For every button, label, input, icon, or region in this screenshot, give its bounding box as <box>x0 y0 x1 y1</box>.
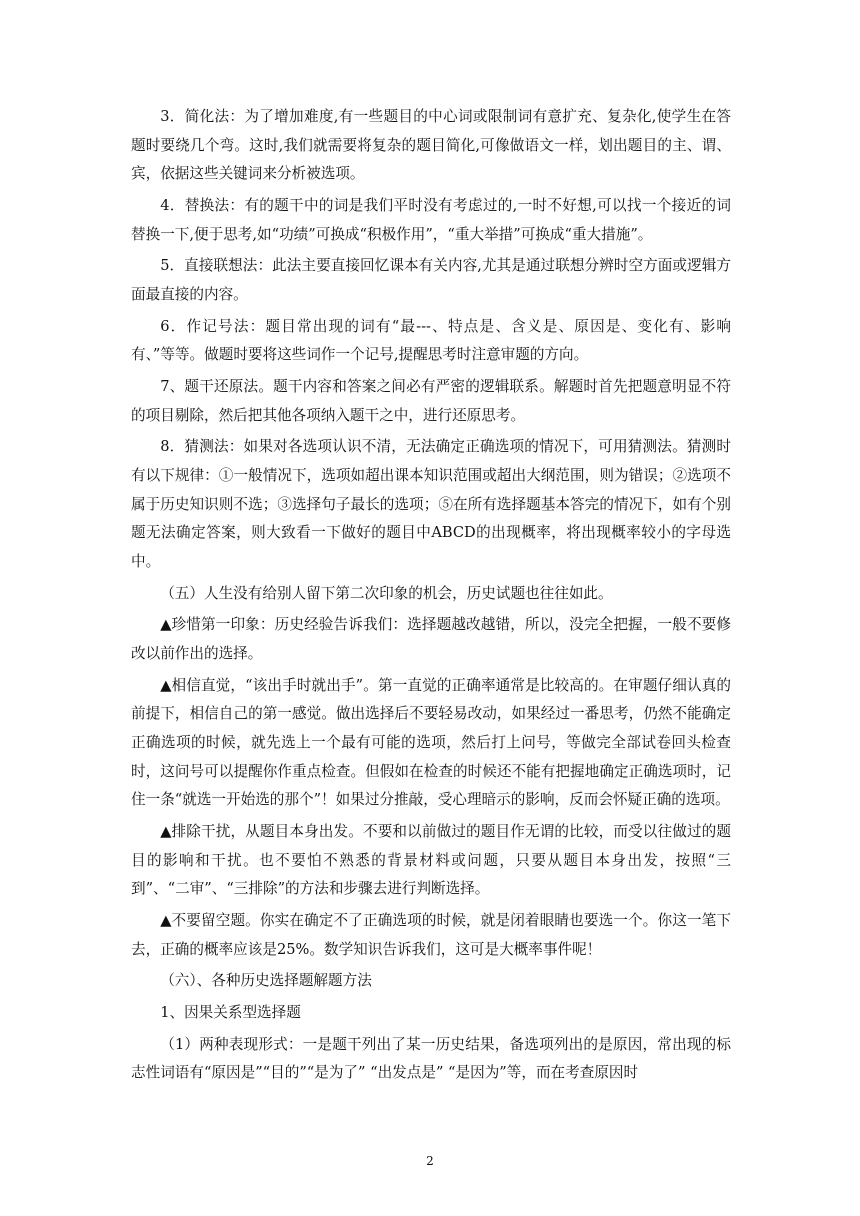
paragraph-guess-method: 8．猜测法：如果对各选项认识不清，无法确定正确选项的情况下，可用猜测法。猜测时有以下规律：①一般情况下，选项如超出课本知识范围或超出大纲范围，则为错误；②选项不属于历史知识则不选；③选择句子最长的选项；⑤在所有选择题基本答完的情况下，如有个别题无法确定答案，则大致看一下做好的题目中ABCD的出现概率，将出现概率较小的字母选中。 <box>131 438 731 570</box>
paragraph-causal-type: 1、因果关系型选择题 <box>160 1004 301 1022</box>
page-number: 2 <box>426 1154 434 1168</box>
paragraph-simplify-method: 3．简化法：为了增加难度,有一些题目的中心词或限制词有意扩充、复杂化,使学生在答题时要绕几个弯。这时,我们就需要将复杂的题目简化,可像做语文一样，划出题目的主、谓、宾，依据这些关键词来分析被选项。 <box>131 108 731 183</box>
paragraph-section-five: （五）人生没有给别人留下第二次印象的机会，历史试题也往往如此。 <box>160 584 613 602</box>
paragraph-marking-method: 6．作记号法：题目常出现的词有“最---、特点是、含义是、原因是、变化有、影响有、”等等。做题时要将这些词作一个记号,提醒思考时注意审题的方向。 <box>131 317 731 364</box>
paragraph-restore-method: 7、题干还原法。题干内容和答案之间必有严密的逻辑联系。解题时首先把题意明显不符的项目剔除，然后把其他各项纳入题干之中，进行还原思考。 <box>131 378 731 424</box>
paragraph-association-method: 5．直接联想法：此法主要直接回忆课本有关内容,尤其是通过联想分辨时空方面或逻辑方面最直接的内容。 <box>131 257 731 303</box>
paragraph-replace-method: 4．替换法：有的题干中的词是我们平时没有考虑过的,一时不好想,可以找一个接近的词替换一下,便于思考,如“功绩”可换成“积极作用”，“重大举措”可换成“重大措施”。 <box>131 196 731 243</box>
paragraph-two-forms: （1）两种表现形式：一是题干列出了某一历史结果，备选项列出的是原因，常出现的标志性词语有“原因是”“目的”“是为了” “出发点是” “是因为”等，而在考查原因时 <box>131 1035 731 1082</box>
paragraph-first-impression: ▲珍惜第一印象：历史经验告诉我们：选择题越改越错，所以，没完全把握，一般不要修改以前作出的选择。 <box>131 616 731 662</box>
paragraph-no-blank: ▲不要留空题。你实在确定不了正确选项的时候，就是闭着眼睛也要选一个。你这一笔下去，正确的概率应该是25%。数学知识告诉我们，这可是大概率事件呢！ <box>131 911 731 958</box>
page-content <box>131 103 731 1091</box>
paragraph-trust-intuition: ▲相信直觉，“该出手时就出手”。第一直觉的正确率通常是比较高的。在审题仔细认真的前提下，相信自己的第一感觉。做出选择后不要轻易改动，如果经过一番思考，仍然不能确定正确选项的时候，就先选上一个最有可能的选项，然后打上问号，等做完全部试卷回头检查时，这问号可以提醒你作重点检查。但假如在检查的时候还不能有把握地确定正确选项时，记住一条“就选一开始选的那个”！如果过分推敲，受心理暗示的影响，反而会怀疑正确的选项。 <box>131 676 731 809</box>
paragraph-exclude-interference: ▲排除干扰，从题目本身出发。不要和以前做过的题目作无谓的比较，而受以往做过的题目的影响和干扰。也不要怕不熟悉的背景材料或问题，只要从题目本身出发，按照“三到”、“二审”、“三排除”的方法和步骤去进行判断选择。 <box>131 822 731 898</box>
paragraph-section-six: （六）、各种历史选择题解题方法 <box>160 972 372 990</box>
